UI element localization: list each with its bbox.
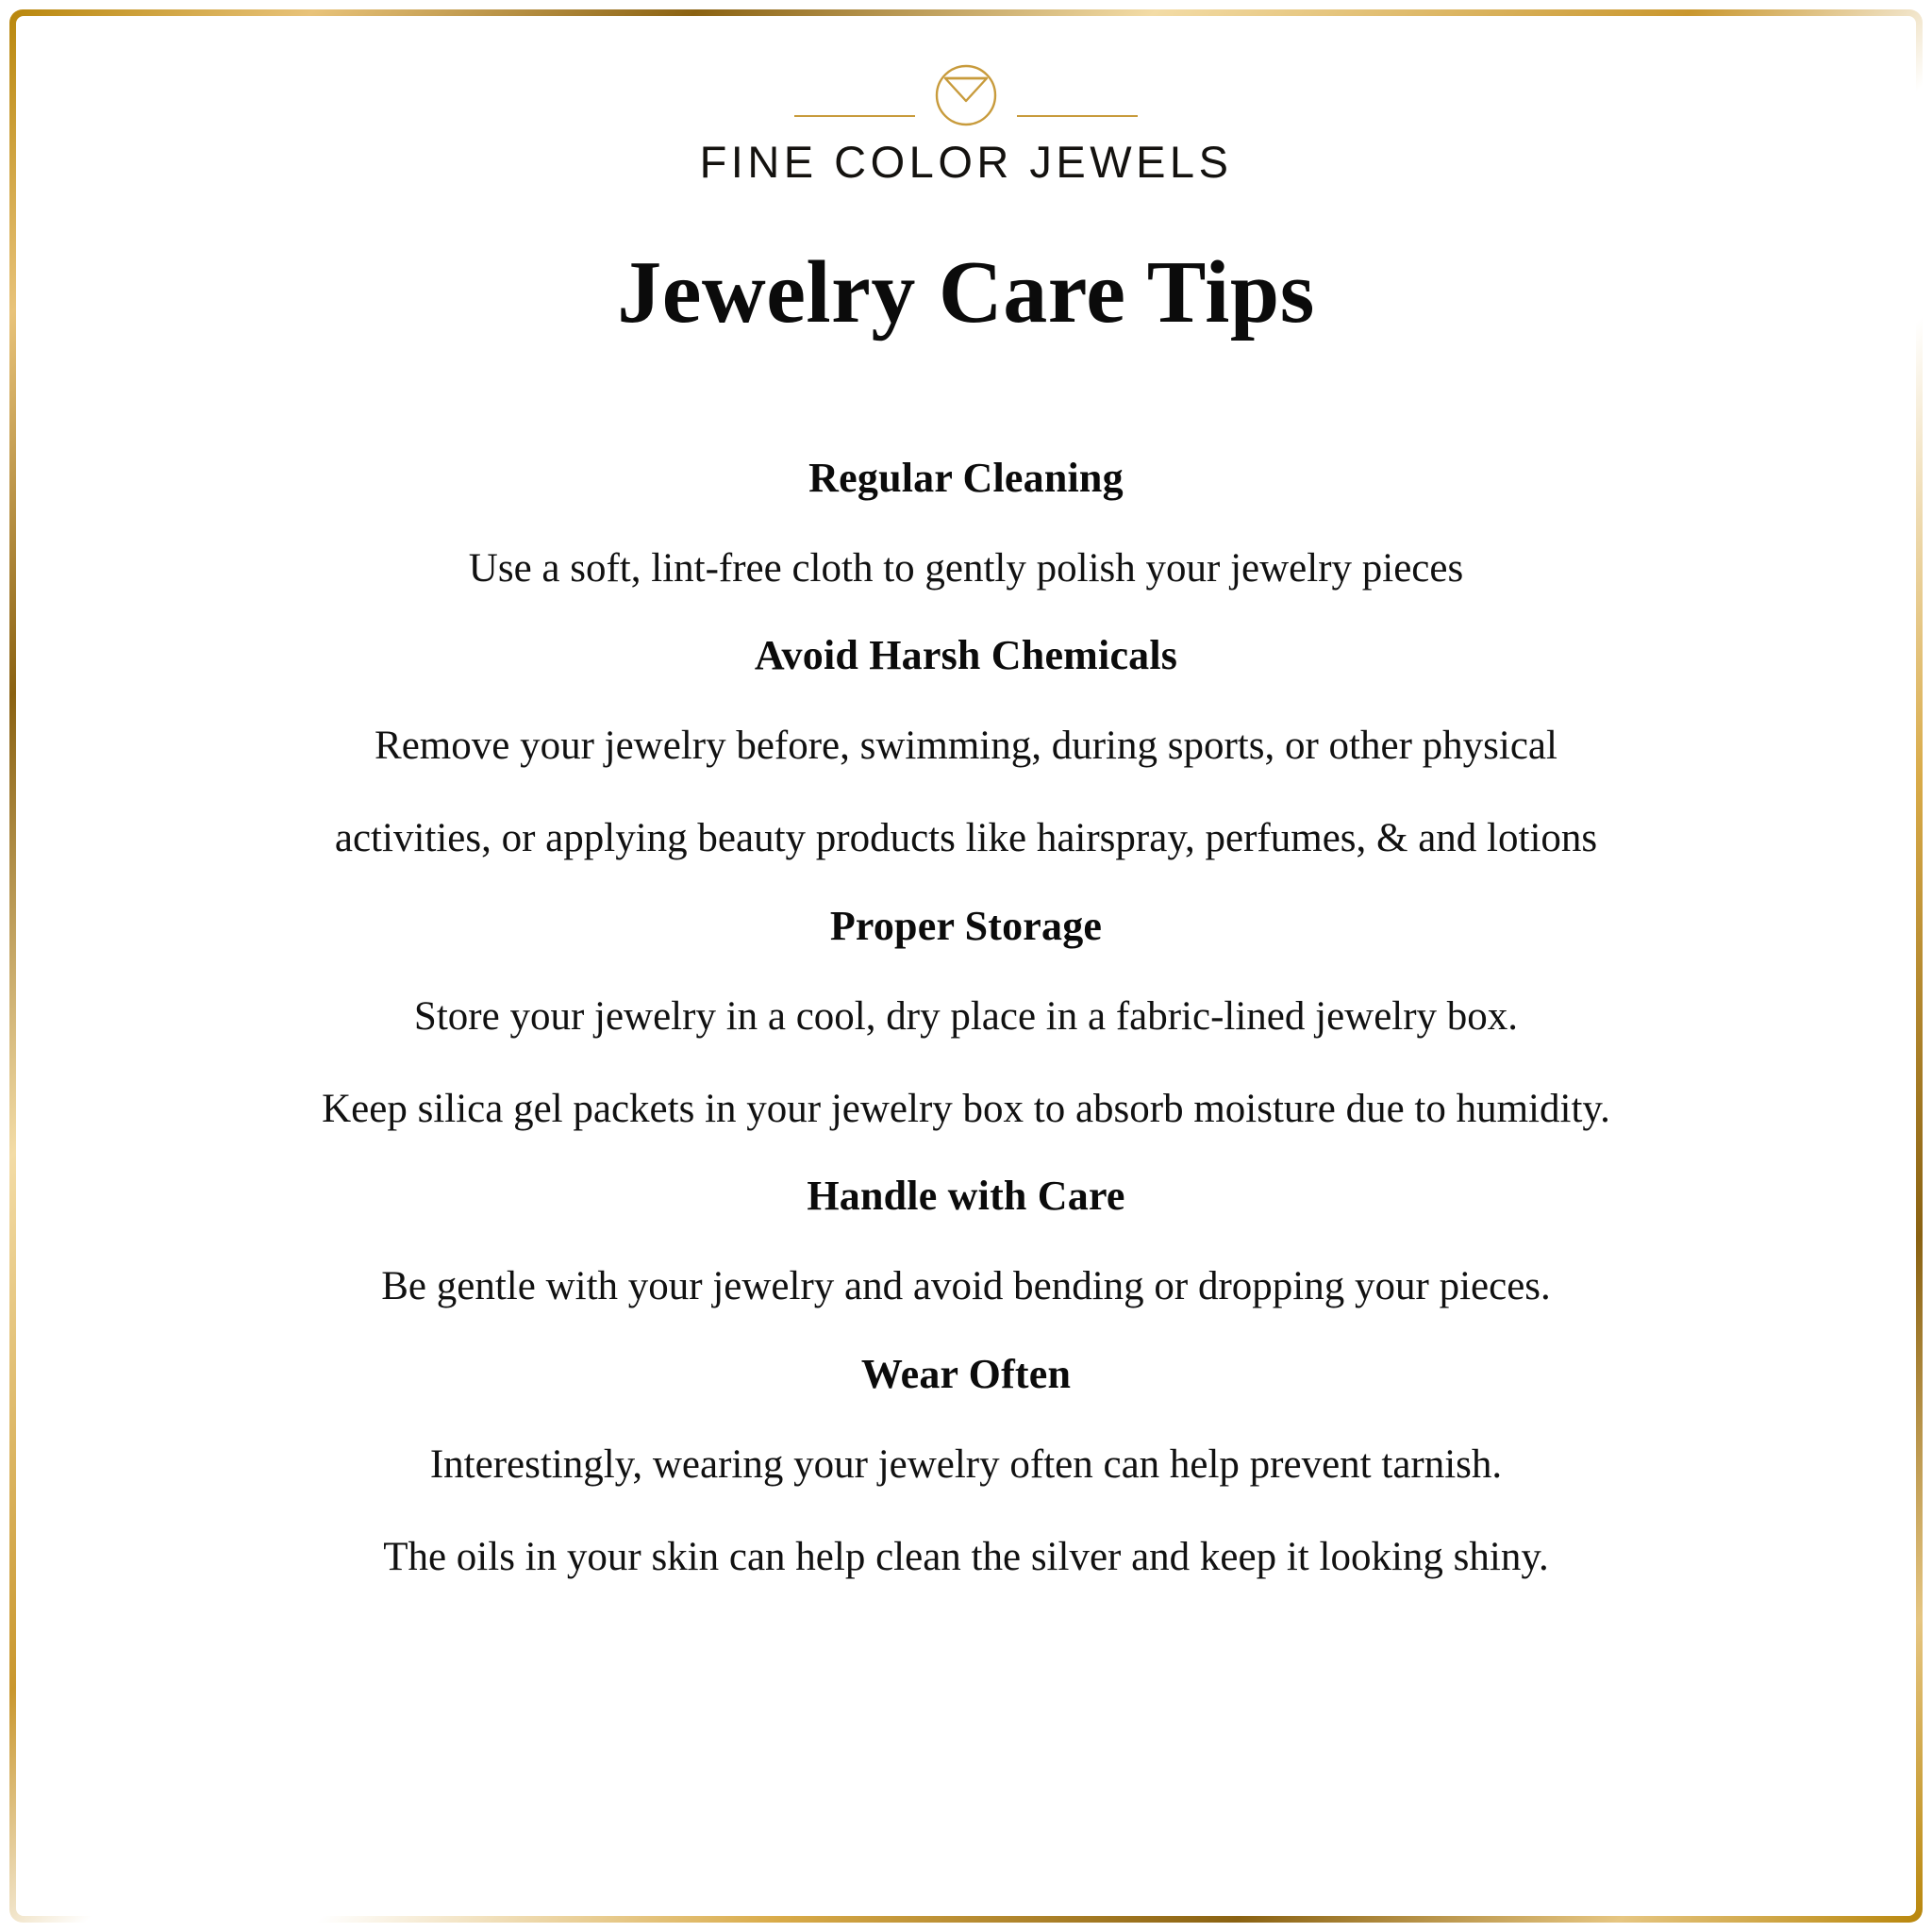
section-heading: Avoid Harsh Chemicals (754, 632, 1178, 679)
brand-name: FINE COLOR JEWELS (699, 137, 1233, 187)
section-heading: Proper Storage (829, 902, 1103, 949)
section-heading: Regular Cleaning (808, 454, 1124, 501)
section-regular-cleaning (83, 437, 1849, 594)
diamond-gem-icon (926, 52, 1006, 131)
section-avoid-harsh-chemicals (83, 593, 1849, 864)
section-line: Remove your jewelry before, swimming, during sports, or other physical (375, 724, 1557, 769)
sections-list (83, 437, 1849, 1583)
page-title: Jewelry Care Tips (617, 243, 1315, 341)
section-proper-storage (83, 864, 1849, 1135)
section-line: Store your jewelry in a cool, dry place in a fabric-lined jewelry box. (413, 993, 1519, 1039)
brand-mark (794, 51, 1138, 132)
section-heading: Handle with Care (807, 1173, 1125, 1220)
section-line: Keep silica gel packets in your jewelry box to absorb moisture due to humidity. (322, 1086, 1610, 1131)
section-heading: Wear Often (860, 1351, 1072, 1398)
brand-header (83, 51, 1849, 188)
divider-line-right (1017, 115, 1138, 117)
page-content (17, 17, 1915, 1915)
section-line: Interestingly, wearing your jewelry often can help prevent tarnish. (429, 1442, 1503, 1488)
section-handle-with-care (83, 1134, 1849, 1312)
section-line: Be gentle with your jewelry and avoid bending or dropping your pieces. (381, 1264, 1551, 1309)
section-line: The oils in your skin can help clean the silver and keep it looking shiny. (383, 1534, 1549, 1579)
section-wear-often (83, 1312, 1849, 1583)
divider-line-left (794, 115, 915, 117)
section-line: activities, or applying beauty products like hairspray, perfumes, & and lotions (334, 816, 1598, 861)
section-line: Use a soft, lint-free cloth to gently polish your jewelry pieces (468, 545, 1464, 591)
